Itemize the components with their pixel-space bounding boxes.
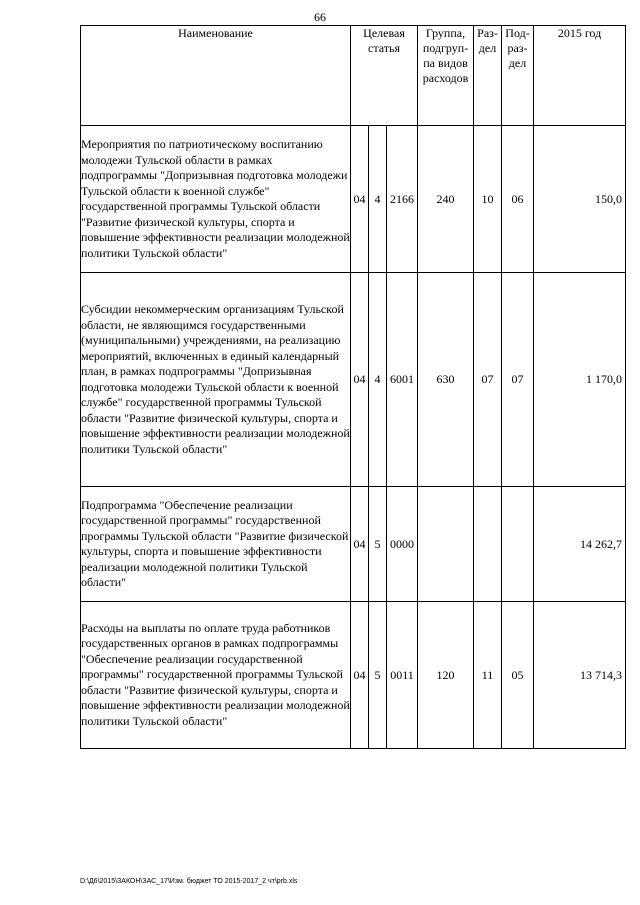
page-number: 66	[314, 10, 326, 24]
section: 11	[474, 602, 502, 749]
table-row	[81, 487, 626, 602]
row-name: Субсидии некоммерческим организациям Тульской области, не являющимся государственными (муниципальными) учреждениями, на реализацию мероприятий, включенных в единый календарный план, в рамках подпрограммы "Допризывная подготовка молодежи Тульской области к военной службе" государственной программы Тульской области "Развитие физической культуры, спорта и повышение эффективности реализации молодежной политики Тульской области"	[81, 273, 351, 487]
row-name: Расходы на выплаты по оплате труда работников государственных органов в рамках подпрограммы "Обеспечение реализации государственной программы" государственной программы Тульской области "Развитие физической культуры, спорта и повышение эффективности реализации молодежной политики Тульской области"	[81, 602, 351, 749]
expense-group	[418, 487, 474, 602]
target-article-part3: 6001	[387, 273, 418, 487]
subsection	[502, 487, 534, 602]
expense-group: 630	[418, 273, 474, 487]
target-article-part2: 5	[369, 602, 387, 749]
target-article-part1: 04	[351, 126, 369, 273]
section: 07	[474, 273, 502, 487]
header-subsection: Под-раз-дел	[502, 26, 534, 126]
expense-group: 240	[418, 126, 474, 273]
row-name: Подпрограмма "Обеспечение реализации государственной программы" государственной программы Тульской области "Развитие физической культуры, спорта и повышение эффективности реализации молодежной политики Тульской области"	[81, 487, 351, 602]
target-article-part3: 0011	[387, 602, 418, 749]
table-header-row	[81, 26, 626, 126]
row-name: Мероприятия по патриотическому воспитанию молодежи Тульской области в рамках подпрограммы "Допризывная подготовка молодежи Тульской области к военной службе" государственной программы Тульской области "Развитие физической культуры, спорта и повышение эффективности реализации молодежной политики Тульской области"	[81, 126, 351, 273]
target-article-part1: 04	[351, 602, 369, 749]
subsection: 07	[502, 273, 534, 487]
header-expense-group: Группа, подгруп-па видов расходов	[418, 26, 474, 126]
section: 10	[474, 126, 502, 273]
subsection: 05	[502, 602, 534, 749]
target-article-part3: 0000	[387, 487, 418, 602]
target-article-part1: 04	[351, 273, 369, 487]
amount-2015: 13 714,3	[534, 602, 626, 749]
table-row	[81, 602, 626, 749]
subsection: 06	[502, 126, 534, 273]
table-row	[81, 273, 626, 487]
header-section: Раз-дел	[474, 26, 502, 126]
amount-2015: 1 170,0	[534, 273, 626, 487]
header-name: Наименование	[81, 26, 351, 126]
header-year-2015: 2015 год	[534, 26, 626, 126]
section	[474, 487, 502, 602]
expense-group: 120	[418, 602, 474, 749]
amount-2015: 150,0	[534, 126, 626, 273]
file-path-footer: D:\Д6\2015\ЗАКОН\ЗАС_17\Изм. бюджет ТО 2015-2017_2 чт\prb.xls	[80, 878, 298, 885]
amount-2015: 14 262,7	[534, 487, 626, 602]
header-target-article: Целевая статья	[351, 26, 418, 126]
target-article-part1: 04	[351, 487, 369, 602]
target-article-part2: 4	[369, 126, 387, 273]
table-row	[81, 126, 626, 273]
target-article-part3: 2166	[387, 126, 418, 273]
target-article-part2: 4	[369, 273, 387, 487]
target-article-part2: 5	[369, 487, 387, 602]
budget-table	[80, 25, 626, 749]
